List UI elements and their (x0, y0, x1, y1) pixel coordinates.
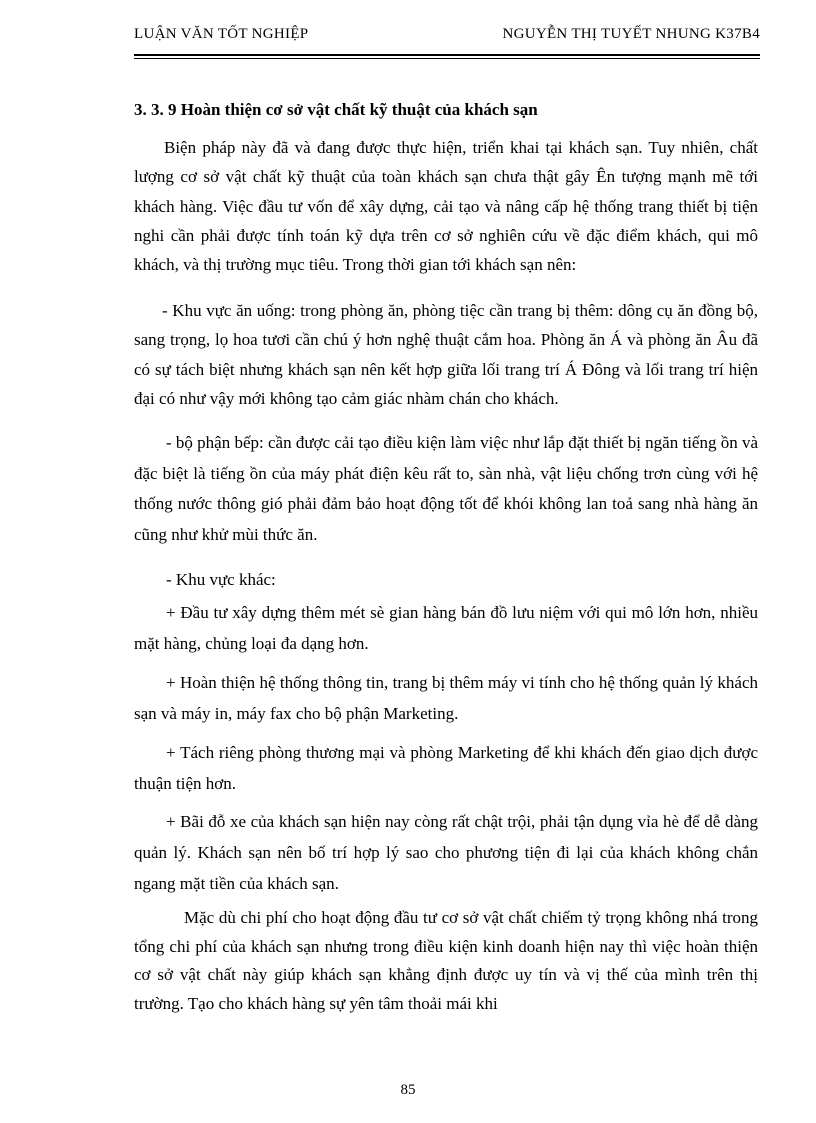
paragraph-conclusion: Mặc dù chi phí cho hoạt động đầu tư cơ sở vật chất chiếm tỷ trọng không nhá trong tổng chi phí của khách sạn nhưng trong điều kiện kinh doanh hiện nay thì việc hoàn thiện cơ sở vật chất này giúp khách sạn khẳng định được uy tín và vị thế của mình trên thị trường. Tạo cho khách hàng sự yên tâm thoải mái khi (134, 908, 758, 1013)
header-author: NGUYỄN THỊ TUYẾT NHUNG K37B4 (502, 26, 760, 42)
paragraph-souvenir-shops: + Đầu tư xây dựng thêm mét sè gian hàng bán đồ lưu niệm với qui mô lớn hơn, nhiều mặt hàng, chủng loại đa dạng hơn. (134, 603, 758, 653)
page-header (134, 26, 760, 48)
paragraph-separate-rooms: + Tách riêng phòng thương mại và phòng Marketing để khi khách đến giao dịch được thuận tiện hơn. (134, 743, 758, 793)
page-number: 85 (400, 1082, 416, 1098)
section-heading: 3. 3. 9 Hoàn thiện cơ sở vật chất kỹ thuật của khách sạn (134, 100, 538, 119)
header-rule-thin (134, 58, 760, 59)
paragraph-other-areas: - Khu vực khác: (166, 570, 276, 589)
paragraph-parking: + Bãi đỗ xe của khách sạn hiện nay còng rất chật trội, phải tận dụng vỉa hè để dễ dàng quản lý. Khách sạn nên bố trí hợp lý sao cho phương tiện đi lại của khách không chắn ngang mặt tiền của khách sạn. (134, 812, 758, 893)
paragraph-dining-area: - Khu vực ăn uống: trong phòng ăn, phòng tiệc cần trang bị thêm: dông cụ ăn đồng bộ, sang trọng, lọ hoa tươi cần chú ý hơn nghệ thuật cắm hoa. Phòng ăn Á và phòng ăn Âu đã có sự tách biệt nhưng khách sạn nên kết hợp giữa lối trang trí Á Đông và lối trang trí hiện đại có như vậy mới không tạo cảm giác nhàm chán cho khách. (134, 301, 758, 408)
paragraph-intro: Biện pháp này đã và đang được thực hiện, triển khai tại khách sạn. Tuy nhiên, chất lượng cơ sở vật chất kỹ thuật của toàn khách sạn chưa thật gây Ên tượng mạnh mẽ tới khách hàng. Việc đầu tư vốn để xây dựng, cải tạo và nâng cấp hệ thống trang thiết bị tiện nghi cần phải được tính toán kỹ dựa trên cơ sở nghiên cứu về đặc điểm khách, qui mô khách, và thị trường mục tiêu. Trong thời gian tới khách sạn nên: (134, 138, 758, 275)
header-thesis-title: LUẬN VĂN TỐT NGHIỆP (134, 26, 309, 42)
paragraph-kitchen: - bộ phận bếp: cần được cải tạo điều kiện làm việc như lắp đặt thiết bị ngăn tiếng ồn và đặc biệt là tiếng ồn của máy phát điện kêu rất to, sàn nhà, vật liệu chống trơn cùng với hệ thống nước thông gió phải đảm bảo hoạt động tốt để khói không lan toả sang nhà hàng ăn cũng như khử mùi thức ăn. (134, 433, 759, 544)
header-rule-thick (134, 54, 760, 56)
paragraph-information-system: + Hoàn thiện hệ thống thông tin, trang bị thêm máy vi tính cho hệ thống quản lý khách sạn và máy in, máy fax cho bộ phận Marketing. (134, 673, 758, 723)
